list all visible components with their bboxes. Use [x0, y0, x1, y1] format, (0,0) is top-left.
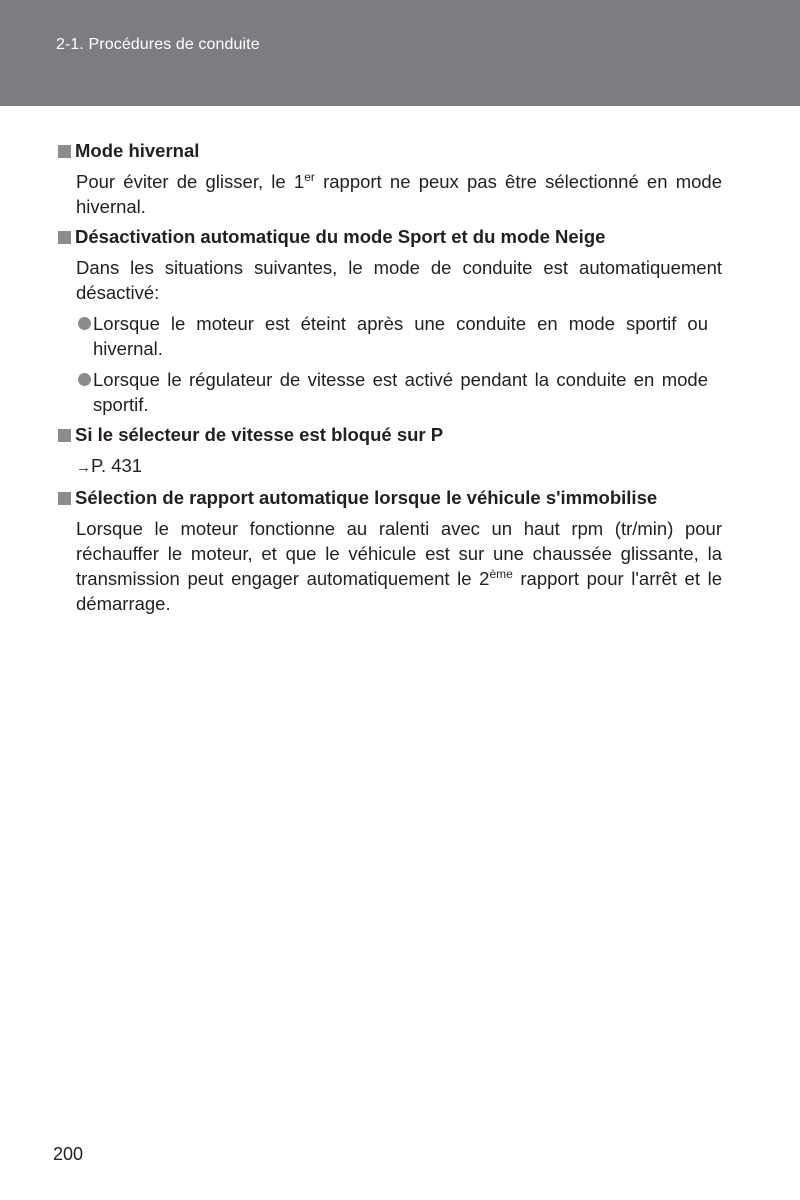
section-title-text: Si le sélecteur de vitesse est bloqué sur P: [75, 424, 444, 445]
section-title-desactivation: [58, 225, 722, 249]
header-band: [0, 0, 800, 106]
section-header: 2-1. Procédures de conduite: [56, 36, 260, 53]
list-item: [78, 367, 708, 417]
list-item-text: Lorsque le régulateur de vitesse est activé pendant la conduite en mode sportif.: [93, 369, 708, 415]
superscript-text: ème: [489, 567, 513, 581]
reference-link[interactable]: P. 431: [91, 455, 143, 476]
circle-bullet-icon: [78, 373, 91, 386]
page-content: [58, 139, 722, 622]
section-paragraph: Dans les situations suivantes, le mode de conduite est automatiquement désactivé:: [76, 257, 722, 303]
paragraph-text: rapport pour l'arrêt et le démarrage.: [76, 568, 722, 614]
page-number: 200: [53, 1144, 84, 1164]
paragraph-text: Lorsque le moteur fonctionne au ralenti avec un haut rpm (tr/min) pour réchauffer le moteur, et que le véhicule est sur une chaussée glissante, la transmission peut engager automatiquement le 2: [76, 518, 722, 589]
arrow-right-icon: →: [76, 459, 91, 476]
square-bullet-icon: [58, 231, 71, 244]
section-title-selection-rapport: [58, 486, 722, 510]
section-title-text: Sélection de rapport automatique lorsque le véhicule s'immobilise: [75, 487, 658, 508]
paragraph-text: Pour éviter de glisser, le 1: [76, 171, 305, 192]
superscript-text: er: [304, 170, 315, 184]
section-paragraph: [76, 169, 722, 219]
square-bullet-icon: [58, 429, 71, 442]
section-title-mode-hivernal: [58, 139, 722, 163]
paragraph-text: rapport ne peux pas être sélectionné en mode hivernal.: [76, 171, 722, 217]
section-title-text: Mode hivernal: [75, 140, 200, 161]
section-title-selecteur-bloque: [58, 423, 722, 447]
list-item: [78, 311, 708, 361]
square-bullet-icon: [58, 492, 71, 505]
square-bullet-icon: [58, 145, 71, 158]
section-title-text: Désactivation automatique du mode Sport et du mode Neige: [75, 226, 606, 247]
page-reference[interactable]: [76, 453, 722, 480]
circle-bullet-icon: [78, 317, 91, 330]
list-item-text: Lorsque le moteur est éteint après une conduite en mode sportif ou hivernal.: [93, 313, 708, 359]
section-paragraph: [76, 516, 722, 616]
